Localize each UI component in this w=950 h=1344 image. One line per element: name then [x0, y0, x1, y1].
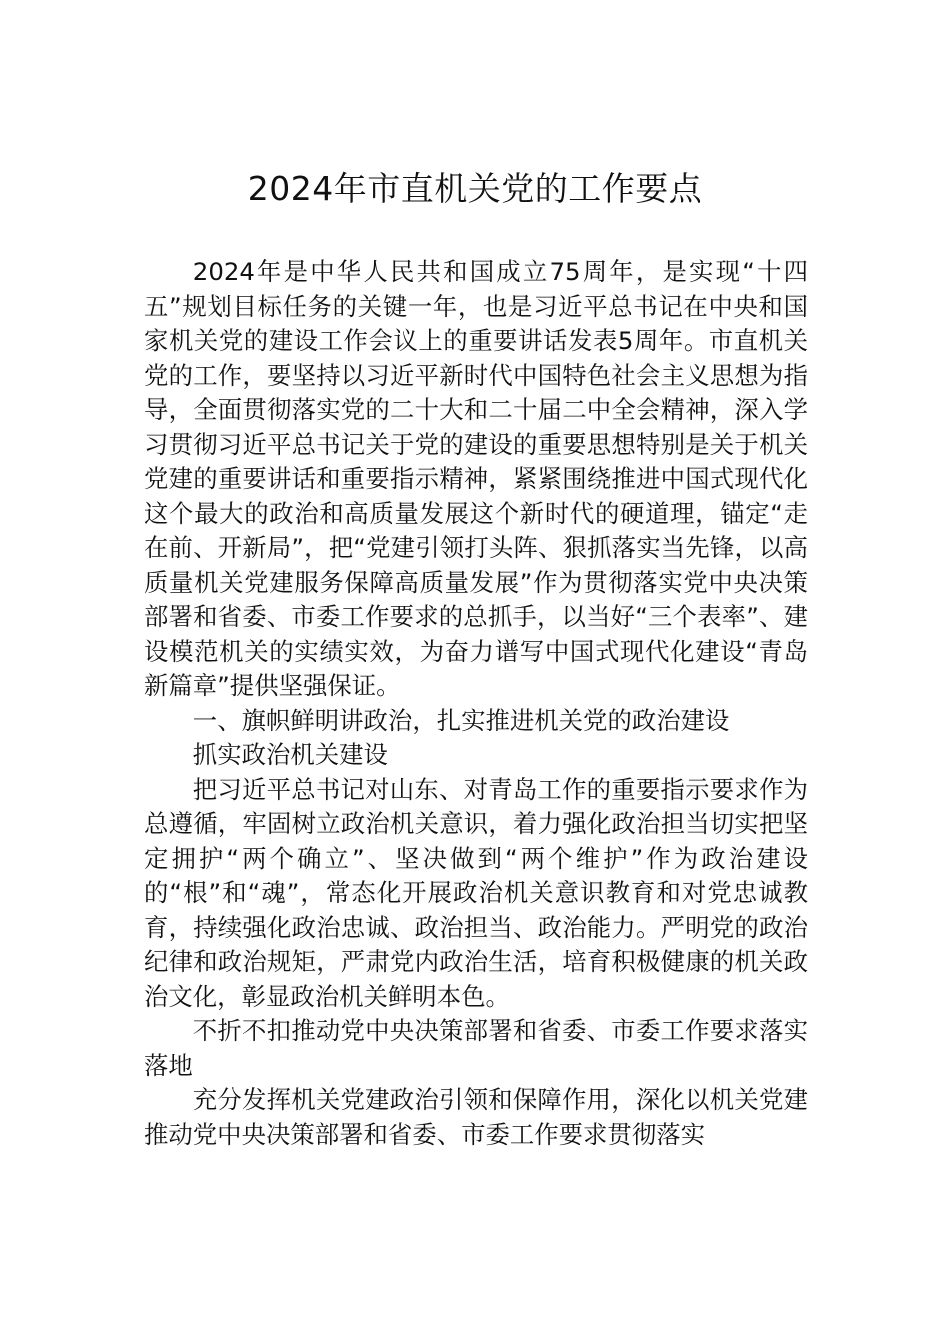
section-heading-1: 一、旗帜鲜明讲政治，扎实推进机关党的政治建设 — [192, 705, 730, 735]
subheading-political-organ: 抓实政治机关建设 — [192, 740, 388, 769]
paragraph-political-organ: 把习近平总书记对山东、对青岛工作的重要指示要求作为总遵循，牢固树立政治机关意识，着力强化政治担当切实把坚定拥护“两个确立”、坚决做到“两个维护”作为政治建设的“根”和“魂”，常态化开展政治机关意识教育和对党忠诚教育，持续强化政治忠诚、政治担当、政治能力。严明党的政治纪律和政治规矩，严肃党内政治生活，培育积极健康的机关政治文化，彰显政治机关鲜明本色。 — [144, 774, 808, 1011]
intro-paragraph: 2024年是中华人民共和国成立75周年，是实现“十四五”规划目标任务的关键一年，也是习近平总书记在中央和国家机关党的建设工作会议上的重要讲话发表5周年。市直机关党的工作，要坚持以习近平新时代中国特色社会主义思想为指导，全面贯彻落实党的二十大和二十届二中全会精神，深入学习贯彻习近平总书记关于党的建设的重要思想特别是关于机关党建的重要讲话和重要指示精神，紧紧围绕推进中国式现代化这个最大的政治和高质量发展这个新时代的硬道理，锚定“走在前、开新局”，把“党建引领打头阵、狠抓落实当先锋，以高质量机关党建服务保障高质量发展”作为贯彻落实党中央决策部署和省委、市委工作要求的总抓手，以当好“三个表率”、建设模范机关的实绩实效，为奋力谱写中国式现代化建设“青岛新篇章”提供坚强保证。 — [144, 257, 808, 700]
document-body — [144, 255, 808, 1152]
subheading-implementation: 不折不扣推动党中央决策部署和省委、市委工作要求落实落地 — [144, 1016, 808, 1080]
paragraph-implementation: 充分发挥机关党建政治引领和保障作用，深化以机关党建推动党中央决策部署和省委、市委工作要求贯彻落实 — [144, 1085, 808, 1149]
document-title: 2024年市直机关党的工作要点 — [247, 169, 703, 208]
